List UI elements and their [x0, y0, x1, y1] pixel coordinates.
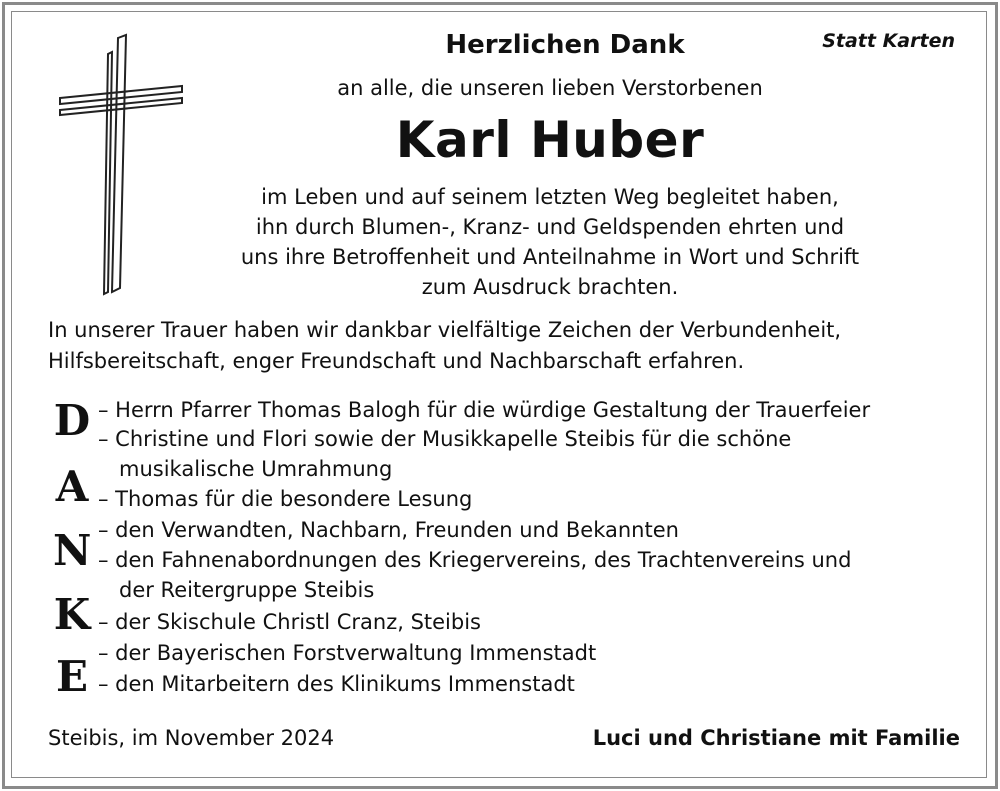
message-line: im Leben und auf seinem letzten Weg begleitet haben,: [261, 185, 839, 209]
danke-letter: D: [53, 396, 91, 445]
message-line: zum Ausdruck brachten.: [421, 275, 679, 299]
thanks-item: – den Fahnenabordnungen des Kriegervereins, des Trachtenvereins und: [98, 548, 852, 572]
statt-karten-label: Statt Karten: [822, 30, 955, 52]
place-date: Steibis, im November 2024: [48, 726, 335, 750]
thanks-item: – der Bayerischen Forstverwaltung Immenstadt: [98, 641, 597, 665]
deceased-name: Karl Huber: [395, 111, 705, 169]
danke-letter: E: [55, 652, 88, 701]
thanks-item: – den Verwandten, Nachbarn, Freunden und Bekannten: [98, 518, 679, 542]
thanks-item-continuation: der Reitergruppe Steibis: [119, 578, 375, 602]
danke-letter: K: [53, 590, 91, 639]
thanks-item: – Thomas für die besondere Lesung: [98, 487, 473, 511]
paragraph-line: In unserer Trauer haben wir dankbar vielfältige Zeichen der Verbundenheit,: [48, 318, 842, 342]
thanks-item: – der Skischule Christl Cranz, Steibis: [98, 610, 481, 634]
page-title: Herzlichen Dank: [445, 30, 685, 60]
thanks-item: – Christine und Flori sowie der Musikkapelle Steibis für die schöne: [98, 427, 792, 451]
signature: Luci und Christiane mit Familie: [592, 726, 960, 750]
thanks-item: – den Mitarbeitern des Klinikums Immenstadt: [98, 672, 575, 696]
message-line: uns ihre Betroffenheit und Anteilnahme in Wort und Schrift: [240, 245, 860, 269]
thanks-item-continuation: musikalische Umrahmung: [119, 457, 393, 481]
danke-letter: A: [55, 462, 89, 511]
paragraph-line: Hilfsbereitschaft, enger Freundschaft und Nachbarschaft erfahren.: [48, 349, 745, 373]
intro-line: an alle, die unseren lieben Verstorbenen: [337, 76, 763, 100]
thanks-item: – Herrn Pfarrer Thomas Balogh für die würdige Gestaltung der Trauerfeier: [98, 398, 871, 422]
message-line: ihn durch Blumen-, Kranz- und Geldspenden ehrten und: [255, 215, 845, 239]
danke-letter: N: [53, 526, 92, 575]
